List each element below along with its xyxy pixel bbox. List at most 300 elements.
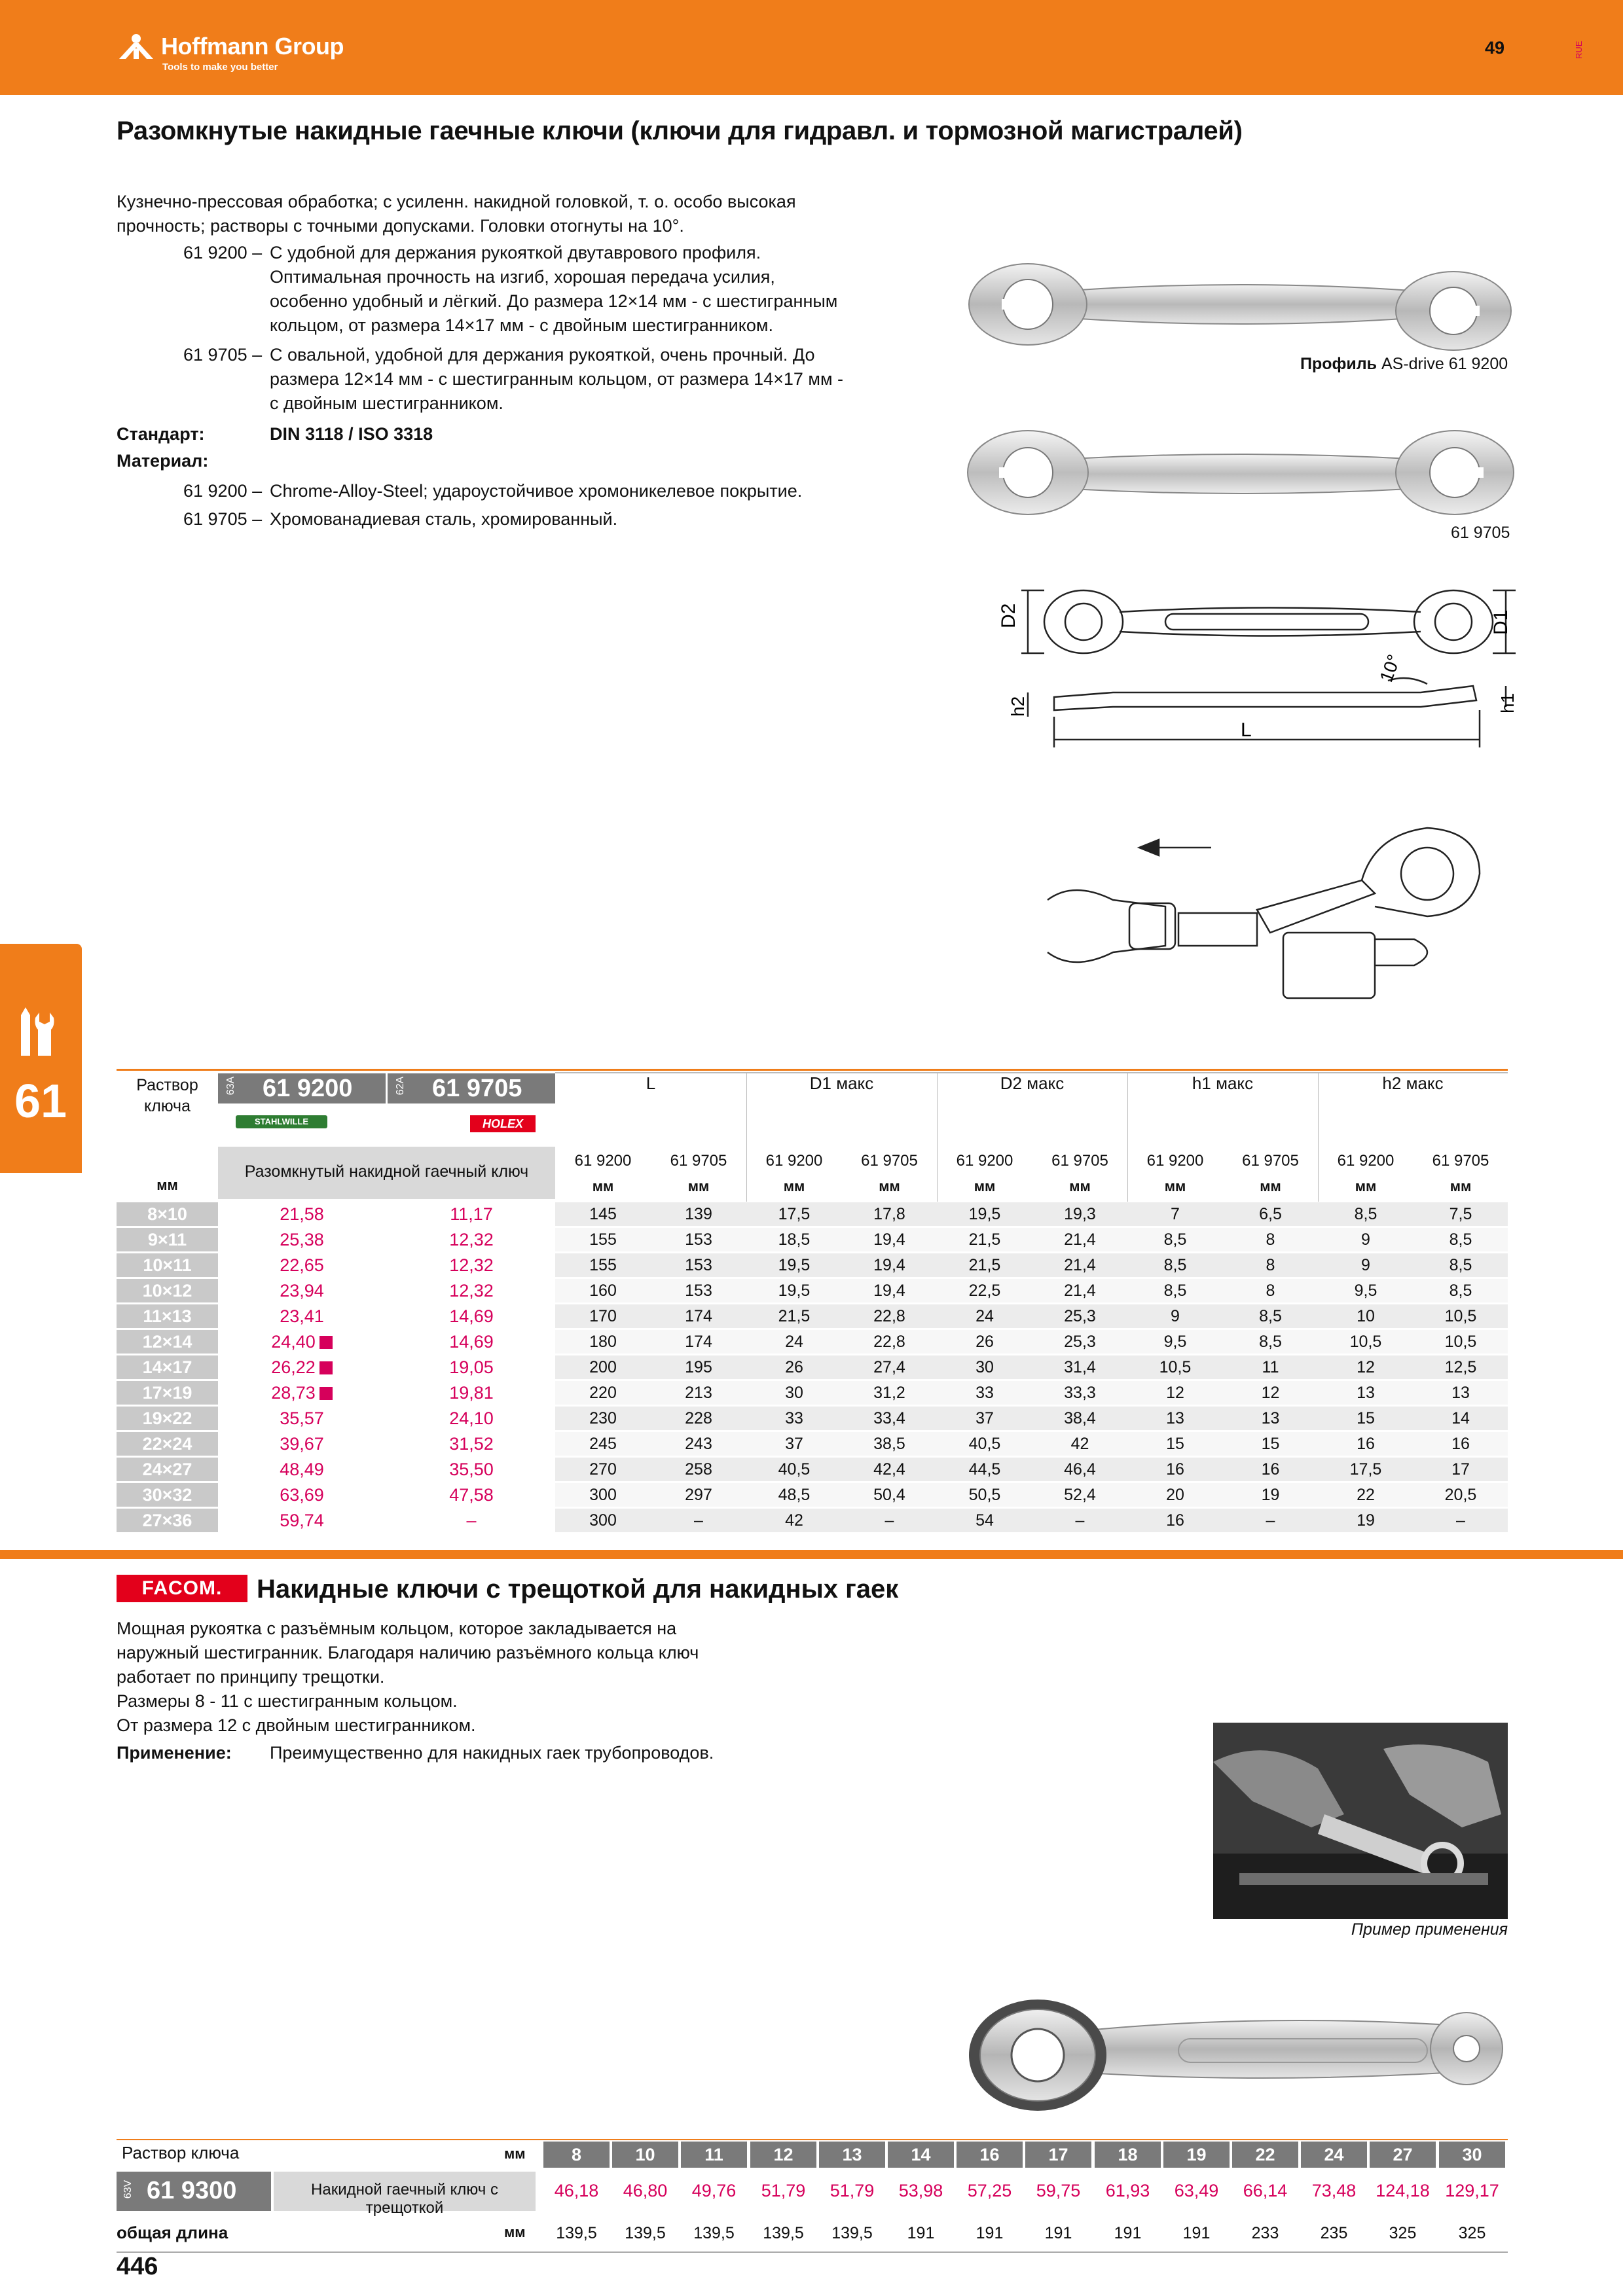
dim-value: 22,8 bbox=[873, 1307, 905, 1325]
label-d2: D2 bbox=[998, 603, 1019, 628]
dim-value: 17,8 bbox=[873, 1205, 905, 1223]
wrench-619705-caption: 61 9705 bbox=[1451, 524, 1510, 542]
t2-price[interactable]: 46,80 bbox=[623, 2181, 668, 2200]
dim-value: 16 bbox=[1166, 1460, 1184, 1479]
t2-size-header: 8 bbox=[543, 2142, 610, 2168]
material2-text: Хромованадиевая сталь, хромированный. bbox=[270, 509, 618, 529]
dim-value: 13 bbox=[1261, 1409, 1280, 1427]
dim-value: 24 bbox=[976, 1307, 994, 1325]
dim-value: 21,5 bbox=[968, 1230, 1001, 1249]
t2-length-unit: мм bbox=[504, 2224, 526, 2240]
price-619200[interactable] bbox=[218, 1306, 386, 1327]
t2-code-header bbox=[117, 2172, 271, 2211]
dim-value: 170 bbox=[589, 1307, 617, 1325]
dim-value: 19 bbox=[1357, 1511, 1375, 1530]
sub-code-h2-a: 61 9200 bbox=[1337, 1152, 1395, 1170]
wrench-usage-illustration bbox=[1048, 802, 1519, 1011]
facom-logo[interactable]: FACOM. bbox=[117, 1575, 247, 1602]
t2-length: 235 bbox=[1320, 2224, 1348, 2242]
t2-price[interactable]: 49,76 bbox=[691, 2181, 737, 2200]
dim-value: 20,5 bbox=[1444, 1486, 1477, 1504]
item1-code: 61 9200 – bbox=[183, 243, 263, 262]
price-619705[interactable]: 12,32 bbox=[449, 1281, 494, 1300]
dim-value: 46,4 bbox=[1064, 1460, 1096, 1479]
dim-value: 180 bbox=[589, 1333, 617, 1351]
dim-value: 174 bbox=[685, 1307, 712, 1325]
unit-mm: мм bbox=[1355, 1178, 1377, 1194]
dim-value: 12 bbox=[1357, 1358, 1375, 1376]
price-619705[interactable]: – bbox=[466, 1511, 477, 1530]
size-cell: 11×13 bbox=[117, 1304, 218, 1328]
code1-header bbox=[218, 1073, 386, 1103]
t2-length: 191 bbox=[1114, 2224, 1142, 2242]
code1-prefix: 63A bbox=[225, 1076, 237, 1096]
price-619200[interactable] bbox=[218, 1281, 386, 1301]
price-619705[interactable]: 11,17 bbox=[450, 1204, 493, 1224]
dim-value: 19,4 bbox=[873, 1282, 905, 1300]
dim-value: 195 bbox=[685, 1358, 712, 1376]
material1-text: Chrome-Alloy-Steel; удароустойчивое хромоникелевое покрытие. bbox=[270, 481, 803, 501]
brand-tagline: Tools to make you better bbox=[162, 62, 278, 73]
price-619200[interactable] bbox=[218, 1485, 386, 1505]
dim-value: 9,5 bbox=[1354, 1282, 1377, 1300]
price-619200[interactable] bbox=[218, 1255, 386, 1276]
dim-value: 22,5 bbox=[968, 1282, 1001, 1300]
t2-size-unit: мм bbox=[504, 2145, 526, 2162]
unit-mm: мм bbox=[1450, 1178, 1472, 1194]
dim-value: 54 bbox=[976, 1511, 994, 1530]
size-cell: 14×17 bbox=[117, 1355, 218, 1379]
label-h1: h1 bbox=[1497, 692, 1518, 713]
item2-line-2: размера 12×14 мм - с шестигранным кольцом, от размера 14×17 мм - bbox=[270, 369, 844, 389]
t2-length-label: общая длина bbox=[117, 2223, 228, 2242]
size-cell: 27×36 bbox=[117, 1509, 218, 1532]
dim-value: 30 bbox=[785, 1384, 803, 1402]
dim-value: 220 bbox=[589, 1384, 617, 1402]
intro-line-1: Кузнечно-прессовая обработка; с усиленн. накидной головкой, т. о. особо высокая bbox=[117, 192, 796, 211]
dim-value: 42 bbox=[1070, 1435, 1089, 1453]
dim-value: 8,5 bbox=[1354, 1205, 1377, 1223]
dim-value: 19,4 bbox=[873, 1230, 905, 1249]
sub-code-d2-a: 61 9200 bbox=[956, 1152, 1013, 1170]
dim-value: 33 bbox=[976, 1384, 994, 1402]
dim-value: 10,5 bbox=[1444, 1307, 1477, 1325]
product-name: Разомкнутый накидной гаечный ключ bbox=[244, 1162, 529, 1181]
stahlwille-logo: STAHLWILLE bbox=[236, 1115, 327, 1128]
caption-profile-label: Профиль bbox=[1300, 355, 1377, 373]
dim-value: 8,5 bbox=[1163, 1282, 1187, 1300]
dim-value: 7,5 bbox=[1449, 1205, 1472, 1223]
price-619200[interactable] bbox=[218, 1511, 386, 1531]
footer-page-number: 446 bbox=[117, 2253, 158, 2280]
dim-value: 42 bbox=[785, 1511, 803, 1530]
size-cell: 9×11 bbox=[117, 1228, 218, 1251]
price-619200[interactable] bbox=[218, 1204, 386, 1225]
dim-value: 8 bbox=[1266, 1282, 1275, 1300]
t2-price[interactable]: 59,75 bbox=[1036, 2181, 1081, 2200]
price-619705[interactable]: 12,32 bbox=[449, 1255, 494, 1275]
price-value: 22,65 bbox=[280, 1255, 324, 1275]
label-d1: D1 bbox=[1490, 609, 1512, 635]
hoffmann-logo-icon bbox=[117, 33, 156, 60]
page-number: 49 bbox=[1485, 38, 1505, 58]
t2-size-header: 12 bbox=[750, 2142, 816, 2168]
wrench-619200-image bbox=[962, 259, 1519, 350]
dim-value: 30 bbox=[976, 1358, 994, 1376]
dim-value: 19 bbox=[1261, 1486, 1280, 1504]
dim-value: 21,4 bbox=[1064, 1230, 1096, 1249]
ratchet-wrench-image bbox=[962, 1986, 1506, 2117]
price-619200[interactable] bbox=[218, 1434, 386, 1454]
price-value: 25,38 bbox=[280, 1230, 324, 1249]
dim-value: 145 bbox=[589, 1205, 617, 1223]
section-separator bbox=[0, 1550, 1623, 1559]
dim-value: 31,2 bbox=[873, 1384, 905, 1402]
dim-value: 9 bbox=[1171, 1307, 1180, 1325]
price-619705[interactable]: 19,81 bbox=[449, 1383, 494, 1403]
standard-label: Стандарт: bbox=[117, 424, 205, 444]
t2-size-header: 27 bbox=[1370, 2142, 1436, 2168]
t2-code-prefix: 63V bbox=[122, 2179, 134, 2199]
price-619705[interactable]: 14,69 bbox=[449, 1306, 494, 1326]
price-619705[interactable]: 31,52 bbox=[449, 1434, 494, 1454]
hoffmann-logo[interactable] bbox=[117, 33, 344, 73]
dim-value: 12 bbox=[1261, 1384, 1280, 1402]
dim-value: 25,3 bbox=[1064, 1333, 1096, 1351]
desc-line-5: От размера 12 с двойным шестигранником. bbox=[117, 1715, 476, 1735]
dim-value: 50,4 bbox=[873, 1486, 905, 1504]
wrench-619705-image bbox=[962, 425, 1519, 524]
price-619705[interactable]: 19,05 bbox=[449, 1357, 494, 1377]
dim-value: 26 bbox=[976, 1333, 994, 1351]
dim-value: 26 bbox=[785, 1358, 803, 1376]
dim-value: – bbox=[884, 1511, 894, 1530]
dim-value: 10,5 bbox=[1444, 1333, 1477, 1351]
material2-code: 61 9705 – bbox=[183, 509, 263, 529]
dim-value: 8,5 bbox=[1163, 1230, 1187, 1249]
unit-mm: мм bbox=[879, 1178, 900, 1194]
sub-code-h2-b: 61 9705 bbox=[1432, 1152, 1489, 1170]
price-value: 28,73 bbox=[271, 1383, 316, 1403]
dim-value: 24 bbox=[785, 1333, 803, 1351]
dim-value: 228 bbox=[685, 1409, 712, 1427]
unit-mm: мм bbox=[1069, 1178, 1091, 1194]
sub-code-d1-b: 61 9705 bbox=[861, 1152, 918, 1170]
caption-profile-text: AS-drive 61 9200 bbox=[1381, 355, 1508, 373]
t2-size-header: 17 bbox=[1025, 2142, 1091, 2168]
item2-line-1: С овальной, удобной для держания рукояткой, очень прочный. До bbox=[270, 345, 815, 365]
dim-value: 40,5 bbox=[778, 1460, 811, 1479]
t2-size-header: 30 bbox=[1439, 2142, 1505, 2168]
dim-value: 160 bbox=[589, 1282, 617, 1300]
dim-value: 25,3 bbox=[1064, 1307, 1096, 1325]
application-label: Применение: bbox=[117, 1743, 232, 1763]
dim-value: 8 bbox=[1266, 1256, 1275, 1274]
price-619200[interactable] bbox=[218, 1332, 386, 1352]
dim-value: 50,5 bbox=[968, 1486, 1001, 1504]
dim-value: 21,5 bbox=[778, 1307, 811, 1325]
t2-product-name: Накидной гаечный ключ с трещоткой bbox=[311, 2181, 498, 2217]
size-cell: 19×22 bbox=[117, 1407, 218, 1430]
dim-value: 10,5 bbox=[1159, 1358, 1192, 1376]
dim-value: 8,5 bbox=[1449, 1256, 1472, 1274]
dim-value: – bbox=[1456, 1511, 1465, 1530]
availability-marker bbox=[319, 1336, 333, 1349]
dim-value: 258 bbox=[685, 1460, 712, 1479]
dim-header-h2: h2 макс bbox=[1382, 1073, 1444, 1093]
dim-value: 153 bbox=[685, 1230, 712, 1249]
section2-title: Накидные ключи с трещоткой для накидных гаек bbox=[257, 1575, 899, 1604]
dim-value: 21,4 bbox=[1064, 1256, 1096, 1274]
price-619200[interactable] bbox=[218, 1357, 386, 1378]
t2-price[interactable]: 53,98 bbox=[898, 2181, 943, 2200]
dim-value: – bbox=[1266, 1511, 1275, 1530]
dim-value: 13 bbox=[1357, 1384, 1375, 1402]
unit-mm: мм bbox=[783, 1178, 805, 1194]
table2-bottom-rule bbox=[117, 2251, 1508, 2253]
t2-price[interactable]: 129,17 bbox=[1445, 2181, 1499, 2200]
dim-value: 16 bbox=[1261, 1460, 1280, 1479]
price-value: 39,67 bbox=[280, 1434, 324, 1454]
desc-line-4: Размеры 8 - 11 с шестигранным кольцом. bbox=[117, 1691, 458, 1711]
dim-value: 19,5 bbox=[778, 1256, 811, 1274]
label-l: L bbox=[1241, 719, 1252, 741]
size-cell: 22×24 bbox=[117, 1432, 218, 1456]
t2-length: 191 bbox=[907, 2224, 935, 2242]
price-619200[interactable] bbox=[218, 1408, 386, 1429]
availability-marker bbox=[319, 1387, 333, 1400]
item1-line-4: кольцом, от размера 14×17 мм - с двойным шестигранником. bbox=[270, 315, 773, 335]
item2-line-3: с двойным шестигранником. bbox=[270, 393, 503, 413]
t2-size-header: 19 bbox=[1163, 2142, 1230, 2168]
dim-value: 8,5 bbox=[1163, 1256, 1187, 1274]
usage-photo bbox=[1213, 1723, 1508, 1919]
price-619200[interactable] bbox=[218, 1383, 386, 1403]
t2-size-header: 14 bbox=[888, 2142, 954, 2168]
dim-value: 8,5 bbox=[1259, 1333, 1282, 1351]
t2-length: 325 bbox=[1458, 2224, 1486, 2242]
dim-value: 9,5 bbox=[1163, 1333, 1187, 1351]
dim-value: 33,4 bbox=[873, 1409, 905, 1427]
dim-value: 297 bbox=[685, 1486, 712, 1504]
t2-size-header: 10 bbox=[612, 2142, 678, 2168]
col-size-unit: мм bbox=[156, 1177, 178, 1193]
price-value: 21,58 bbox=[280, 1204, 324, 1224]
t2-length: 191 bbox=[1182, 2224, 1211, 2242]
t2-size-header: 16 bbox=[957, 2142, 1023, 2168]
t2-length: 325 bbox=[1389, 2224, 1417, 2242]
price-619705[interactable]: 24,10 bbox=[449, 1408, 494, 1428]
t2-price[interactable]: 66,14 bbox=[1243, 2181, 1288, 2200]
dim-value: 200 bbox=[589, 1358, 617, 1376]
t2-length: 139,5 bbox=[625, 2224, 666, 2242]
dim-value: 21,4 bbox=[1064, 1282, 1096, 1300]
table1-top-rule bbox=[117, 1069, 1508, 1071]
standard-value: DIN 3118 / ISO 3318 bbox=[270, 424, 433, 444]
t2-code-label: 61 9300 bbox=[147, 2177, 237, 2204]
item1-line-3: особенно удобный и лёгкий. До размера 12×14 мм - с шестигранным bbox=[270, 291, 838, 311]
chapter-tab[interactable] bbox=[0, 944, 82, 1173]
t2-length: 191 bbox=[976, 2224, 1004, 2242]
dim-value: 19,5 bbox=[968, 1205, 1001, 1223]
price-619200[interactable] bbox=[218, 1230, 386, 1250]
dim-value: 213 bbox=[685, 1384, 712, 1402]
price-619705[interactable]: 12,32 bbox=[449, 1230, 494, 1249]
t2-size-header: 22 bbox=[1232, 2142, 1298, 2168]
dim-value: 52,4 bbox=[1064, 1486, 1096, 1504]
dim-value: 10,5 bbox=[1349, 1333, 1382, 1351]
code2-label: 61 9705 bbox=[432, 1075, 522, 1102]
price-value: 35,57 bbox=[280, 1408, 324, 1428]
chapter-number: 61 bbox=[14, 1075, 67, 1128]
size-cell: 8×10 bbox=[117, 1202, 218, 1226]
price-value: 59,74 bbox=[280, 1511, 324, 1530]
dim-value: 17,5 bbox=[1349, 1460, 1382, 1479]
t2-price[interactable]: 61,93 bbox=[1105, 2181, 1150, 2200]
dim-value: 44,5 bbox=[968, 1460, 1001, 1479]
size-cell: 30×32 bbox=[117, 1483, 218, 1507]
dim-value: 12 bbox=[1166, 1384, 1184, 1402]
brand-name: Hoffmann Group bbox=[161, 33, 344, 60]
dim-value: 15 bbox=[1166, 1435, 1184, 1453]
dim-value: 8,5 bbox=[1259, 1307, 1282, 1325]
price-value: 63,69 bbox=[280, 1485, 324, 1505]
dim-value: 9 bbox=[1361, 1256, 1370, 1274]
size-cell: 24×27 bbox=[117, 1458, 218, 1481]
dim-value: 13 bbox=[1451, 1384, 1470, 1402]
unit-mm: мм bbox=[592, 1178, 614, 1194]
code1-label: 61 9200 bbox=[263, 1075, 353, 1102]
price-619705[interactable]: 47,58 bbox=[449, 1485, 494, 1505]
t2-length: 139,5 bbox=[831, 2224, 873, 2242]
dim-value: 174 bbox=[685, 1333, 712, 1351]
t2-length: 191 bbox=[1044, 2224, 1072, 2242]
wrench-dimension-diagram bbox=[998, 576, 1519, 759]
dim-value: 10 bbox=[1357, 1307, 1375, 1325]
t2-size-label: Раствор ключа bbox=[122, 2143, 240, 2162]
dim-value: 300 bbox=[589, 1511, 617, 1530]
price-value: 26,22 bbox=[271, 1357, 316, 1377]
dim-value: 48,5 bbox=[778, 1486, 811, 1504]
dim-value: 300 bbox=[589, 1486, 617, 1504]
dim-value: 8,5 bbox=[1449, 1230, 1472, 1249]
t2-price[interactable]: 124,18 bbox=[1376, 2181, 1430, 2200]
code2-prefix: 62A bbox=[395, 1076, 407, 1096]
size-cell: 10×12 bbox=[117, 1279, 218, 1302]
t2-price[interactable]: 51,79 bbox=[761, 2181, 806, 2200]
dim-value: 22,8 bbox=[873, 1333, 905, 1351]
dim-value: 14 bbox=[1451, 1409, 1470, 1427]
availability-marker bbox=[319, 1361, 333, 1374]
dim-value: 17,5 bbox=[778, 1205, 811, 1223]
dim-value: 38,5 bbox=[873, 1435, 905, 1453]
unit-mm: мм bbox=[1164, 1178, 1186, 1194]
t2-price[interactable]: 51,79 bbox=[830, 2181, 875, 2200]
dim-value: 19,3 bbox=[1064, 1205, 1096, 1223]
dim-header-d1: D1 макс bbox=[809, 1073, 874, 1093]
size-cell: 10×11 bbox=[117, 1253, 218, 1277]
t2-size-header: 24 bbox=[1301, 2142, 1367, 2168]
dim-value: 7 bbox=[1171, 1205, 1180, 1223]
dim-value: 270 bbox=[589, 1460, 617, 1479]
dim-value: 15 bbox=[1357, 1409, 1375, 1427]
unit-mm: мм bbox=[974, 1178, 996, 1194]
unit-mm: мм bbox=[687, 1178, 710, 1194]
col-size-header: Раствор ключа bbox=[136, 1076, 198, 1115]
holex-logo: HOLEX bbox=[470, 1115, 536, 1132]
dim-value: 16 bbox=[1357, 1435, 1375, 1453]
dim-value: 153 bbox=[685, 1282, 712, 1300]
desc-line-2: наружный шестигранник. Благодаря наличию разъёмного кольца ключ bbox=[117, 1643, 699, 1662]
sub-code-h1-b: 61 9705 bbox=[1242, 1152, 1299, 1170]
dim-value: – bbox=[694, 1511, 703, 1530]
dim-value: 31,4 bbox=[1064, 1358, 1096, 1376]
price-value: 24,40 bbox=[271, 1332, 316, 1352]
dim-value: 15 bbox=[1261, 1435, 1280, 1453]
table2-top-rule bbox=[117, 2139, 1508, 2140]
material1-code: 61 9200 – bbox=[183, 481, 263, 501]
t2-length: 139,5 bbox=[693, 2224, 735, 2242]
sub-code-d1-a: 61 9200 bbox=[765, 1152, 823, 1170]
dim-value: 8,5 bbox=[1449, 1282, 1472, 1300]
sub-code-d2-b: 61 9705 bbox=[1051, 1152, 1108, 1170]
dim-value: 27,4 bbox=[873, 1358, 905, 1376]
t2-price[interactable]: 57,25 bbox=[967, 2181, 1012, 2200]
t2-price[interactable]: 73,48 bbox=[1311, 2181, 1357, 2200]
dim-value: 243 bbox=[685, 1435, 712, 1453]
material-label: Материал: bbox=[117, 451, 209, 471]
price-619705[interactable]: 14,69 bbox=[449, 1332, 494, 1352]
application-text: Преимущественно для накидных гаек трубопроводов. bbox=[270, 1743, 714, 1763]
t2-size-header: 13 bbox=[819, 2142, 885, 2168]
dim-value: 12,5 bbox=[1444, 1358, 1477, 1376]
dim-value: 38,4 bbox=[1064, 1409, 1096, 1427]
dim-header-l: L bbox=[646, 1073, 656, 1093]
code2-header bbox=[388, 1073, 555, 1103]
dim-value: 245 bbox=[589, 1435, 617, 1453]
sub-code-l-a: 61 9200 bbox=[574, 1152, 632, 1170]
intro-line-2: прочность; растворы с точными допусками. Головки отогнуты на 10°. bbox=[117, 216, 684, 236]
dim-value: 22 bbox=[1357, 1486, 1375, 1504]
size-cell: 17×19 bbox=[117, 1381, 218, 1405]
item1-line-2: Оптимальная прочность на изгиб, хорошая передача усилия, bbox=[270, 267, 775, 287]
dim-value: – bbox=[1075, 1511, 1085, 1530]
price-619200[interactable] bbox=[218, 1460, 386, 1480]
price-value: 23,41 bbox=[280, 1306, 324, 1326]
dim-value: 9 bbox=[1361, 1230, 1370, 1249]
desc-line-3: работает по принципу трещотки. bbox=[117, 1667, 385, 1687]
label-h2: h2 bbox=[1008, 696, 1028, 717]
dim-value: 155 bbox=[589, 1256, 617, 1274]
unit-mm: мм bbox=[1260, 1178, 1281, 1194]
dim-value: 19,5 bbox=[778, 1282, 811, 1300]
t2-price[interactable]: 46,18 bbox=[554, 2181, 599, 2200]
t2-size-header: 11 bbox=[681, 2142, 747, 2168]
section1-title: Разомкнутые накидные гаечные ключи (ключи для гидравл. и тормозной магистралей) bbox=[117, 117, 1243, 145]
dim-value: 37 bbox=[785, 1435, 803, 1453]
dim-header-d2: D2 макс bbox=[1000, 1073, 1065, 1093]
price-619705[interactable]: 35,50 bbox=[449, 1460, 494, 1479]
t2-price[interactable]: 63,49 bbox=[1174, 2181, 1219, 2200]
dim-value: 6,5 bbox=[1259, 1205, 1282, 1223]
dim-value: 11 bbox=[1262, 1358, 1279, 1376]
dim-value: 155 bbox=[589, 1230, 617, 1249]
dim-value: 40,5 bbox=[968, 1435, 1001, 1453]
dim-header-h1: h1 макс bbox=[1192, 1073, 1254, 1093]
t2-length: 233 bbox=[1251, 2224, 1279, 2242]
sub-code-l-b: 61 9705 bbox=[670, 1152, 727, 1170]
dim-value: 20 bbox=[1166, 1486, 1184, 1504]
